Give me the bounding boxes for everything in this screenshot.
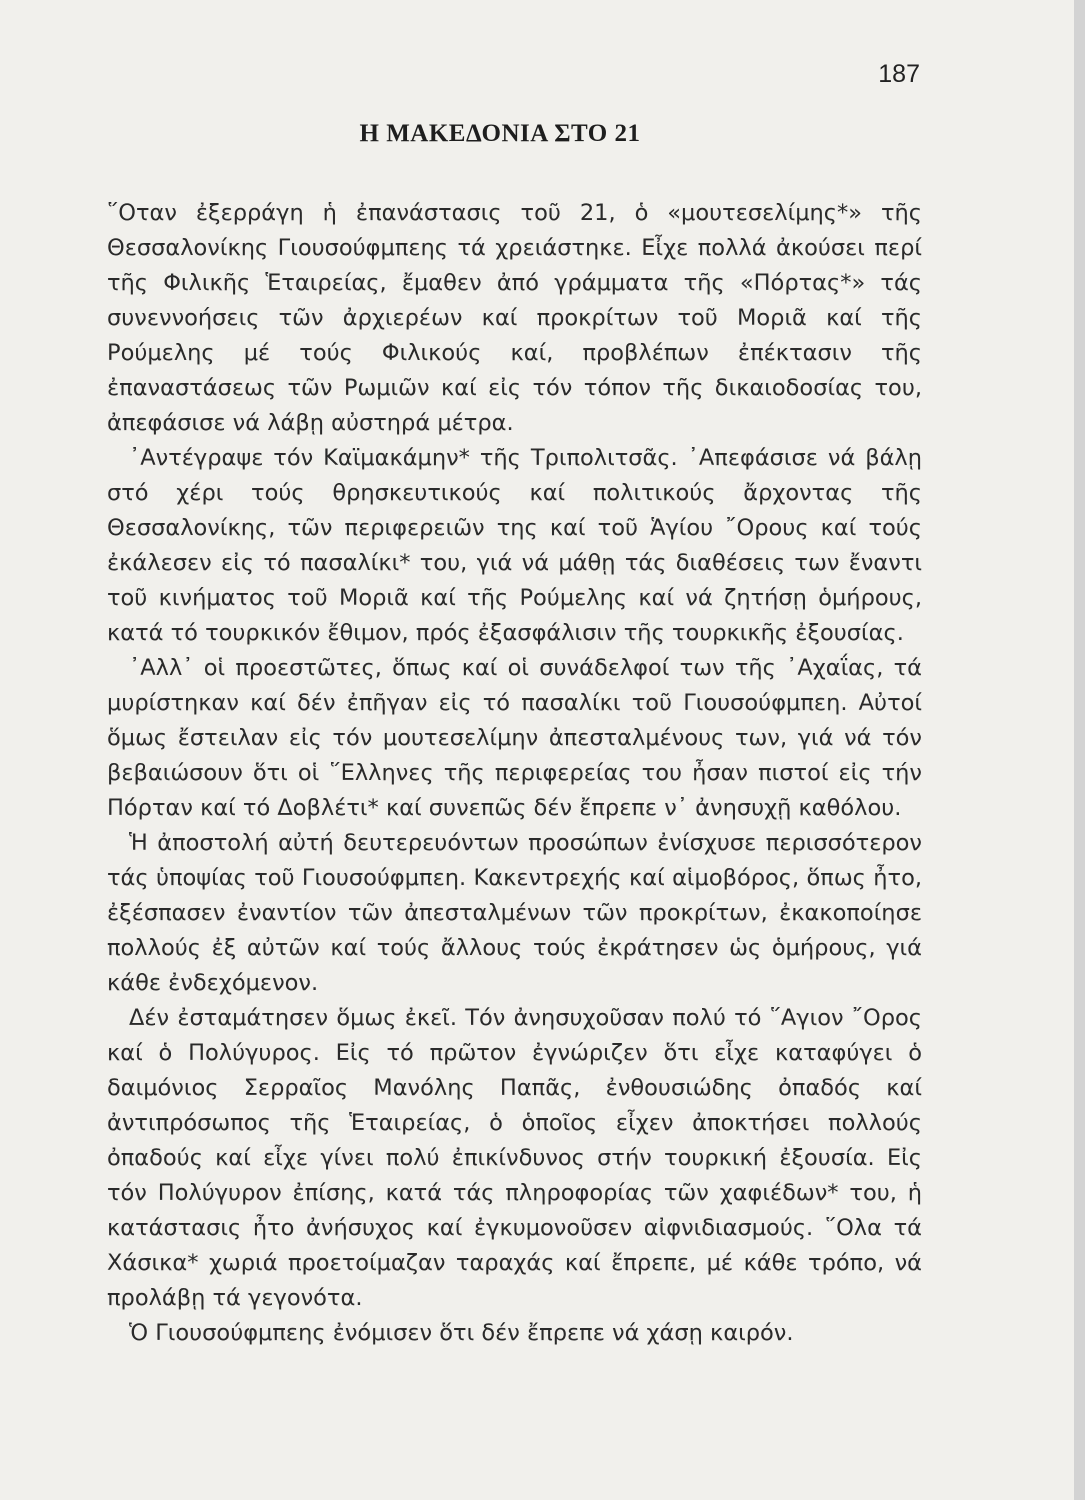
paragraph: Δέν ἐσταμάτησεν ὅμως ἐκεῖ. Τόν ἀνησυχοῦσαν πολύ τό ῞Αγιον ῎Ορος καί ὁ Πολύγυρος. Εἰς τό πρῶτον ἐγνώριζεν ὅτι εἶχε καταφύγει ὁ δαιμόνιος Σερραῖος Μανόλης Παπᾶς, ἐνθουσιώδης ὀπαδός καί ἀντιπρόσωπος τῆς Ἑταιρείας, ὁ ὁποῖος εἶχεν ἀποκτήσει πολλούς ὀπαδούς καί εἶχε γίνει πολύ ἐπικίνδυνος στήν τουρκική ἐξουσία. Εἰς τόν Πολύγυρον ἐπίσης, κατά τάς πληροφορίας τῶν χαφιέδων* του, ἡ κατάστασις ἦτο ἀνήσυχος καί ἐγκυμονοῦσεν αἰφνιδιασμούς. ῞Ολα τά Χάσικα* χωριά προετοίμαζαν ταραχάς καί ἔπρεπε, μέ κάθε τρόπο, νά προλάβῃ τά γεγονότα. — [107, 1005, 922, 1311]
paragraph: ᾿Αντέγραψε τόν Καϊμακάμην* τῆς Τριπολιτσᾶς. ᾿Απεφάσισε νά βάλῃ στό χέρι τούς θρησκευτικούς καί πολιτικούς ἄρχοντας τῆς Θεσσαλονίκης, τῶν περιφερειῶν της καί τοῦ Ἁγίου ῎Ορους καί τούς ἐκάλεσεν εἰς τό πασαλίκι* του, γιά νά μάθῃ τάς διαθέσεις των ἔναντι τοῦ κινήματος τοῦ Μοριᾶ καί τῆς Ρούμελης καί νά ζητήσῃ ὁμήρους, κατά τό τουρκικόν ἔθιμον, πρός ἐξασφάλισιν τῆς τουρκικῆς ἐξουσίας. — [107, 445, 922, 646]
paragraph: Ἡ ἀποστολή αὐτή δευτερευόντων προσώπων ἐνίσχυσε περισσότερον τάς ὑποψίας τοῦ Γιουσούφμπεη. Κακεντρεχής καί αἱμοβόρος, ὅπως ἦτο, ἐξέσπασεν ἐναντίον τῶν ἀπεσταλμένων τῶν προκρίτων, ἐκακοποίησε πολλούς ἐξ αὐτῶν καί τούς ἄλλους τούς ἐκράτησεν ὡς ὁμήρους, γιά κάθε ἐνδεχόμενον. — [107, 830, 922, 996]
body-text — [107, 196, 922, 1351]
paragraph: ῞Οταν ἐξερράγη ἡ ἐπανάστασις τοῦ 21, ὁ «μουτεσελίμης*» τῆς Θεσσαλονίκης Γιουσούφμπεης τά χρειάστηκε. Εἶχε πολλά ἀκούσει περί τῆς Φιλικῆς Ἑταιρείας, ἔμαθεν ἀπό γράμματα τῆς «Πόρτας*» τάς συνεννοήσεις τῶν ἀρχιερέων καί προκρίτων τοῦ Μοριᾶ καί τῆς Ρούμελης μέ τούς Φιλικούς καί, προβλέπων ἐπέκτασιν τῆς ἐπαναστάσεως τῶν Ρωμιῶν καί εἰς τόν τόπον τῆς δικαιοδοσίας του, ἀπεφάσισε νά λάβῃ αὐστηρά μέτρα. — [107, 200, 922, 436]
page-number: 187 — [878, 60, 920, 88]
paragraph: ᾿Αλλ᾿ οἱ προεστῶτες, ὅπως καί οἱ συνάδελφοί των τῆς ᾿Αχαΐας, τά μυρίστηκαν καί δέν ἐπῆγαν εἰς τό πασαλίκι τοῦ Γιουσούφμπεη. Αὐτοί ὅμως ἔστειλαν εἰς τόν μουτεσελίμην ἀπεσταλμένους των, γιά νά τόν βεβαιώσουν ὅτι οἱ ῞Ελληνες τῆς περιφερείας του ἦσαν πιστοί εἰς τήν Πόρταν καί τό Δοβλέτι* καί συνεπῶς δέν ἔπρεπε ν᾿ ἀνησυχῇ καθόλου. — [107, 655, 922, 821]
chapter-title: Η ΜΑΚΕΔΟΝΙΑ ΣΤΟ 21 — [359, 120, 641, 147]
paragraph: Ὁ Γιουσούφμπεης ἐνόμισεν ὅτι δέν ἔπρεπε νά χάσῃ καιρόν. — [129, 1320, 794, 1346]
